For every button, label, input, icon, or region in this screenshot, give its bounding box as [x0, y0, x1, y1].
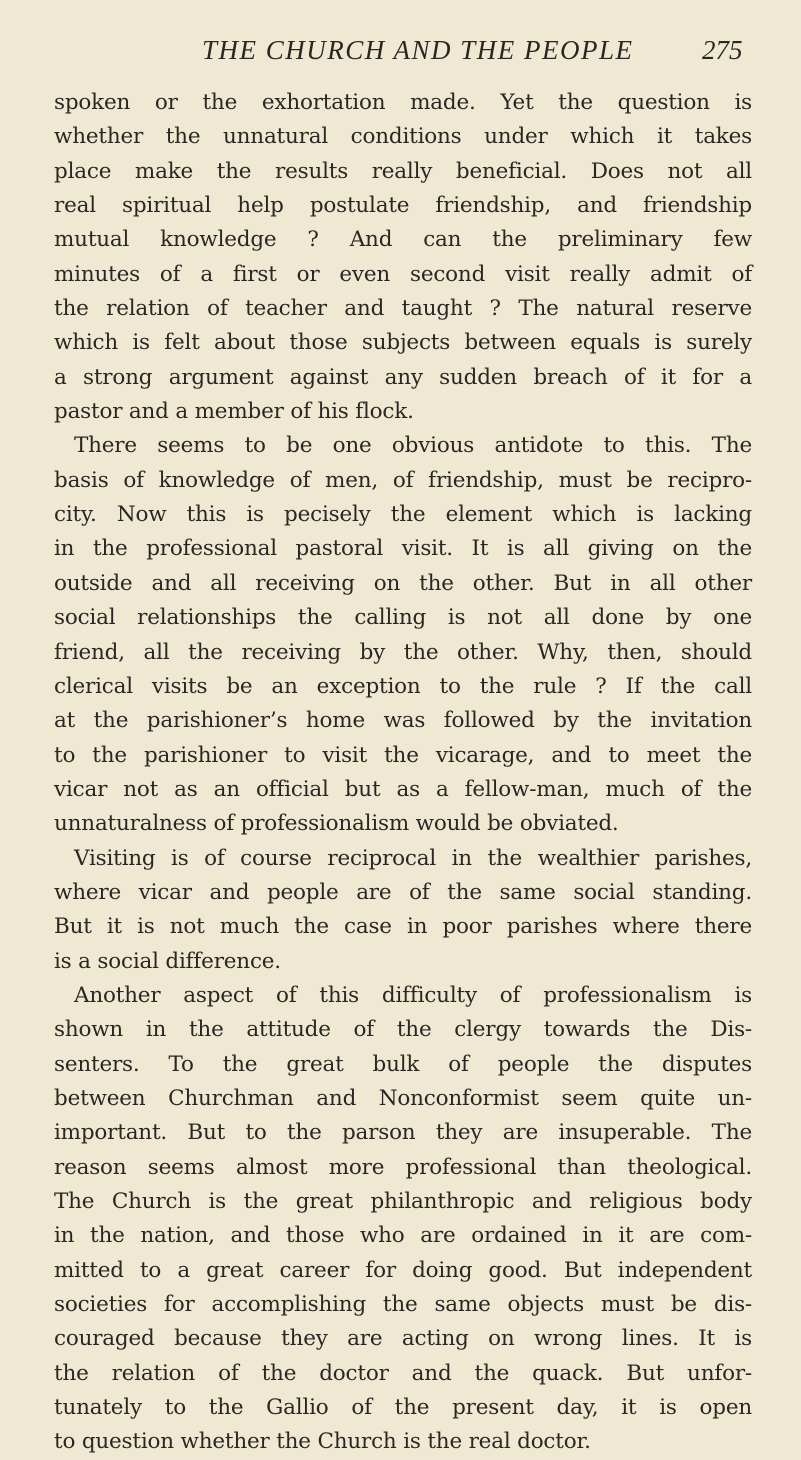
text-line: mutual knowledge ? And can the preliminary few [54, 227, 752, 253]
text-line: the relation of teacher and taught ? The natural reserve [54, 296, 752, 322]
text-line: real spiritual help postulate friendship, and friendship [54, 193, 752, 219]
text-line: clerical visits be an exception to the rule ? If the call [54, 673, 752, 699]
text-line: unnaturalness of professionalism would be obviated. [54, 811, 619, 837]
text-line: friend, all the receiving by the other. Why, then, should [54, 639, 752, 665]
text-line: is a social difference. [54, 948, 281, 974]
text-line: pastor and a member of his flock. [54, 399, 414, 425]
text-line: place make the results really beneficial. Does not all [54, 158, 752, 184]
text-line: The Church is the great philanthropic and religious body [54, 1189, 752, 1214]
text-line: to the parishioner to visit the vicarage, and to meet the [54, 742, 752, 768]
text-line: in the nation, and those who are ordained in it are com- [54, 1223, 752, 1249]
text-line: in the professional pastoral visit. It is all giving on the [54, 536, 752, 562]
text-line: whether the unnatural conditions under which it takes [54, 124, 752, 150]
text-line: at the parishioner’s home was followed by the invitation [54, 708, 752, 734]
text-line: important. But to the parson they are insuperable. The [54, 1120, 752, 1146]
text-line: mitted to a great career for doing good. But independent [54, 1257, 752, 1283]
text-line: city. Now this is pecisely the element which is lacking [54, 502, 752, 528]
text-line: between Churchman and Nonconformist seem quite un- [54, 1085, 752, 1111]
text-line: societies for accomplishing the same objects must be dis- [54, 1292, 752, 1318]
text-line: spoken or the exhortation made. Yet the question is [54, 90, 752, 115]
text-line: social relationships the calling is not all done by one [54, 605, 752, 631]
text-line: tunately to the Gallio of the present day, it is open [54, 1395, 752, 1421]
page-number: 275 [702, 35, 743, 65]
text-line: reason seems almost more professional than theological. [54, 1154, 752, 1180]
text-line: basis of knowledge of men, of friendship, must be recipro- [54, 467, 752, 493]
text-line: shown in the attitude of the clergy towards the Dis- [54, 1017, 752, 1043]
text-line: vicar not as an official but as a fellow-man, much of the [54, 776, 752, 802]
text-line: to question whether the Church is the real doctor. [54, 1429, 591, 1455]
text-line: where vicar and people are of the same social standing. [54, 879, 752, 905]
text-line: But it is not much the case in poor parishes where there [54, 914, 752, 940]
running-title: THE CHURCH AND THE PEOPLE [202, 35, 634, 65]
paragraph-first-line: Visiting is of course reciprocal in the wealthier parishes, [74, 845, 752, 871]
paragraph-first-line: Another aspect of this difficulty of professionalism is [74, 982, 752, 1008]
paragraph-first-line: There seems to be one obvious antidote to this. The [74, 433, 752, 459]
text-line: senters. To the great bulk of people the disputes [54, 1051, 752, 1077]
text-line: which is felt about those subjects between equals is surely [54, 330, 752, 356]
text-line: a strong argument against any sudden breach of it for a [54, 364, 752, 390]
body-text [54, 86, 752, 1460]
text-line: couraged because they are acting on wrong lines. It is [54, 1326, 752, 1352]
running-head [0, 32, 801, 72]
text-line: the relation of the doctor and the quack. But unfor- [54, 1360, 752, 1386]
text-line: outside and all receiving on the other. But in all other [54, 570, 752, 596]
text-line: minutes of a first or even second visit really admit of [54, 261, 752, 287]
